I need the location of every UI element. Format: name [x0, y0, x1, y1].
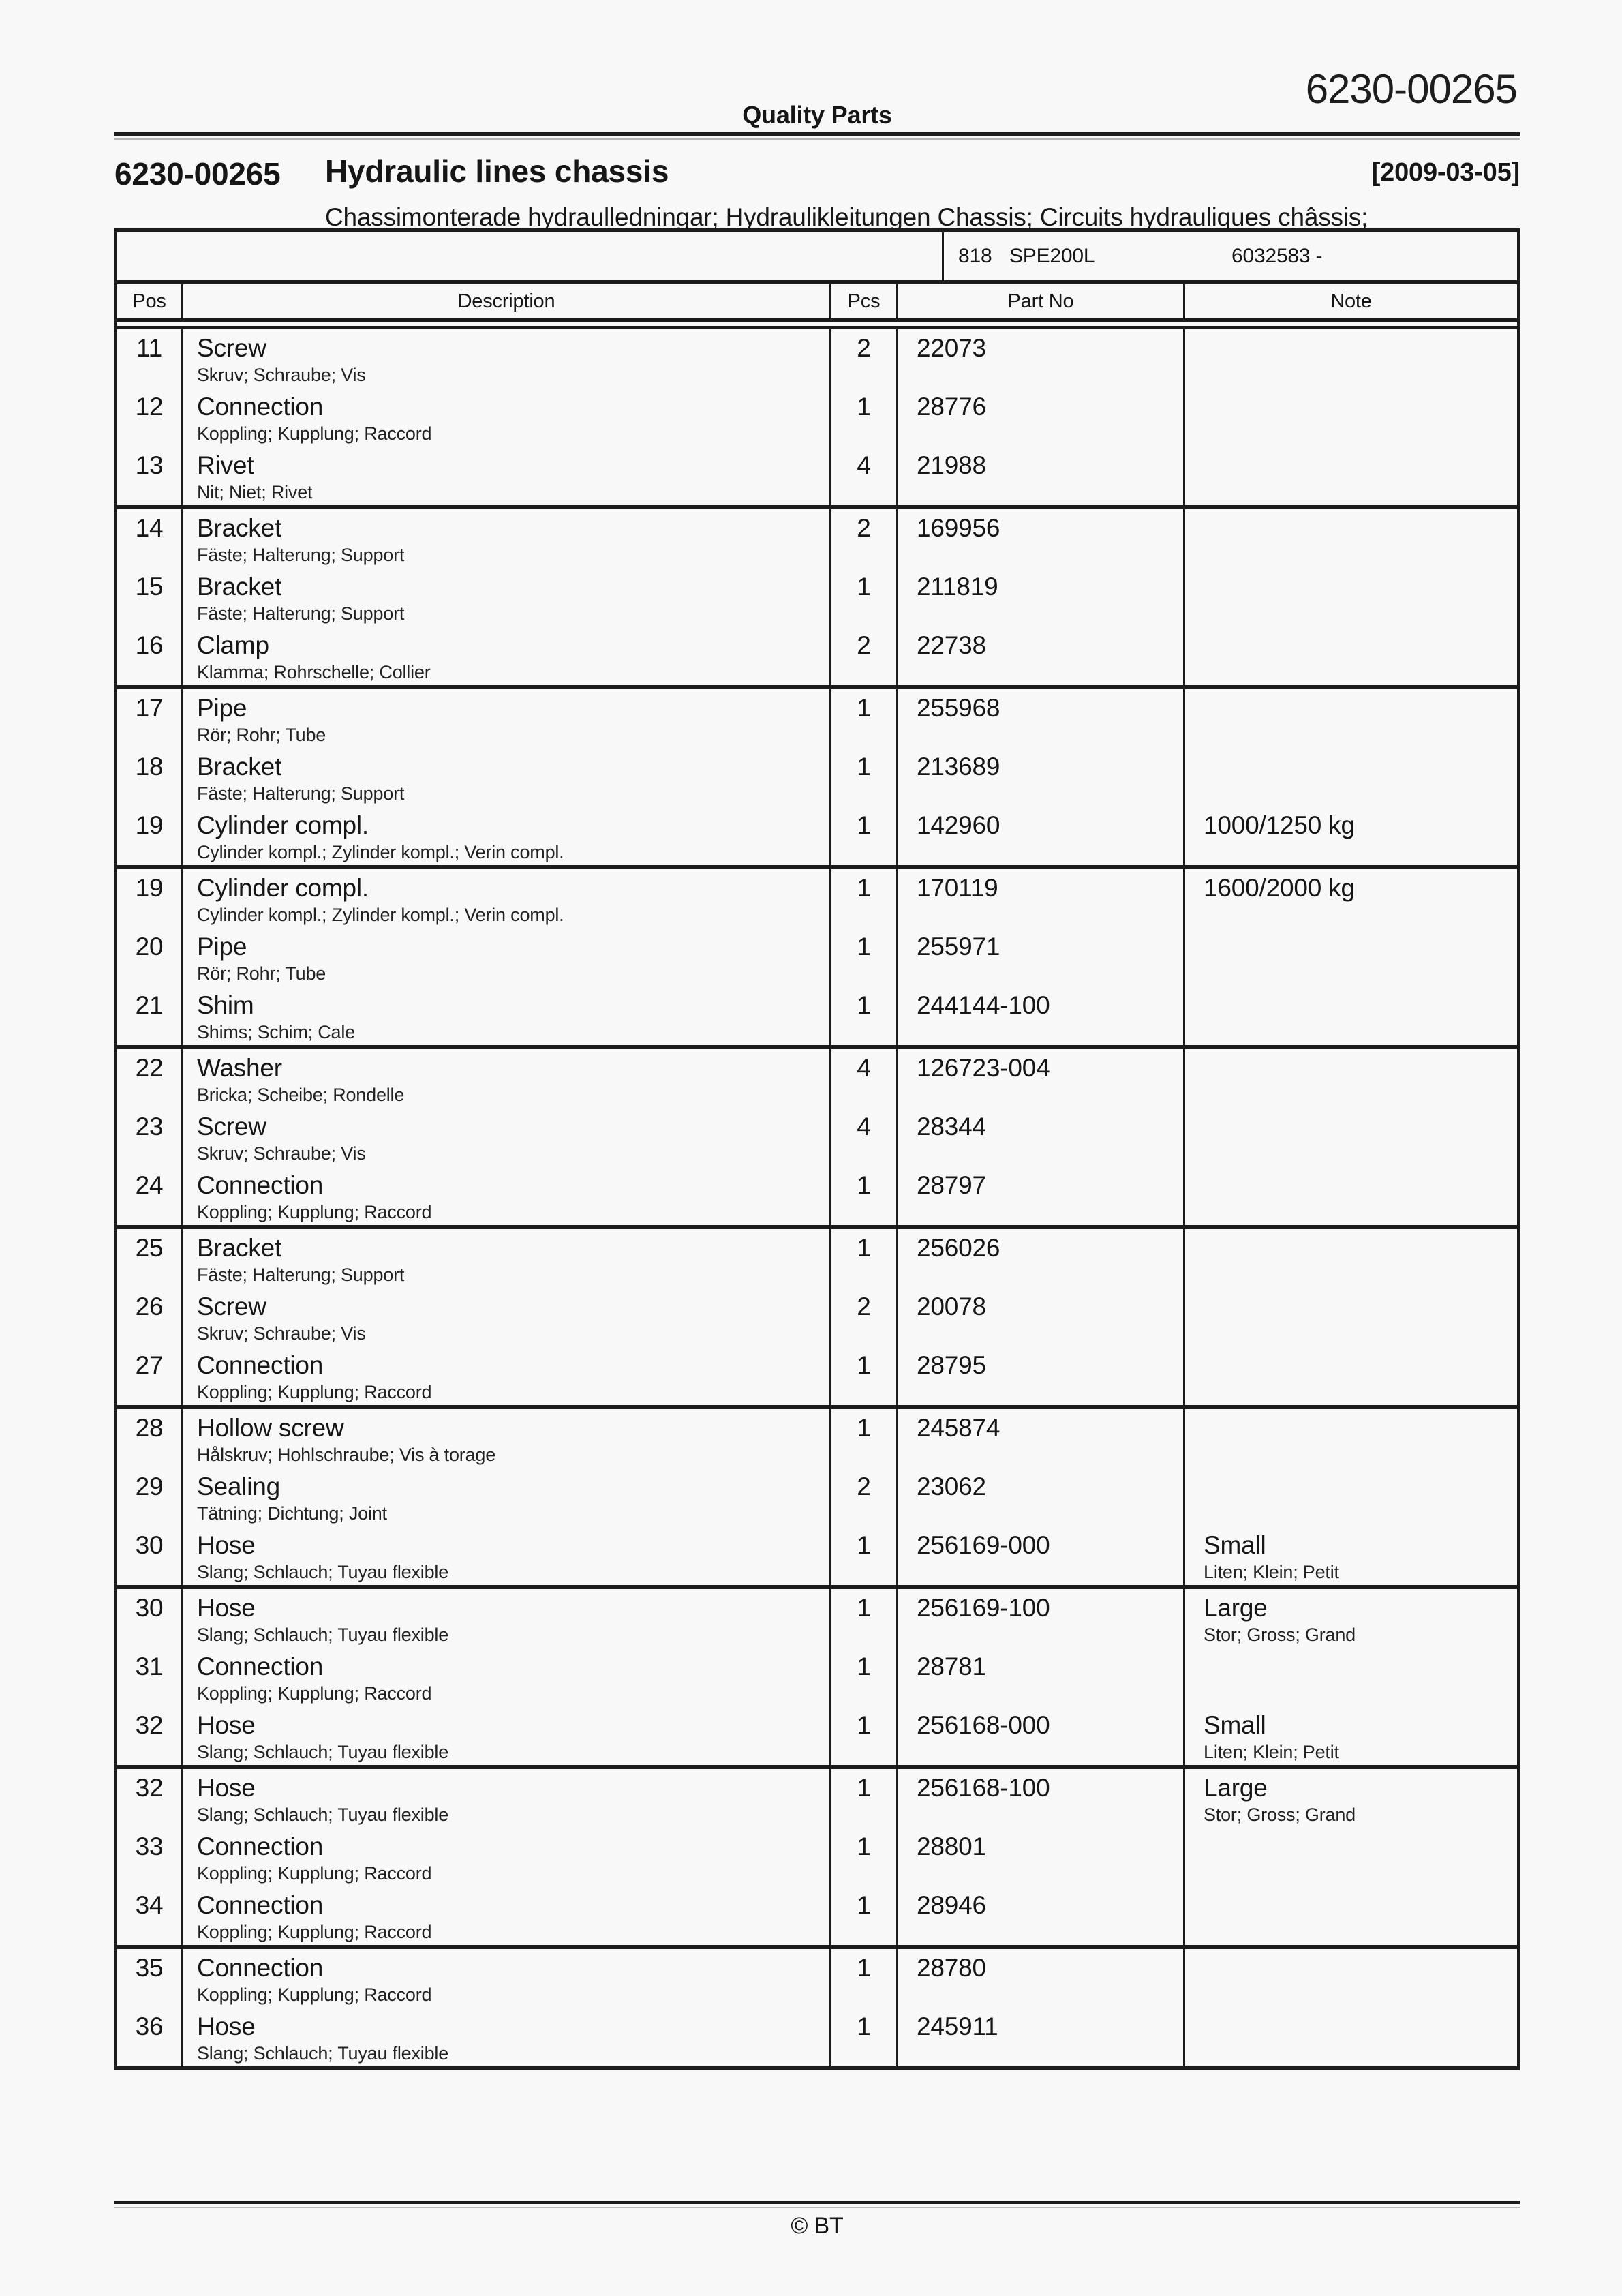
- row-part-no: 28801: [898, 1828, 1185, 1886]
- row-description-translations: Tätning; Dichtung; Joint: [197, 1503, 387, 1524]
- row-note: [1185, 447, 1517, 505]
- table-row: [117, 626, 1517, 685]
- row-description-translations: Koppling; Kupplung; Raccord: [197, 1984, 432, 2005]
- row-part-no: 28776: [898, 388, 1185, 447]
- row-note-main: Small: [1204, 1711, 1266, 1739]
- row-pos: 30: [117, 1526, 183, 1585]
- row-description: [183, 568, 831, 626]
- row-pcs: 1: [831, 1166, 898, 1225]
- row-pos: 32: [117, 1769, 183, 1828]
- row-description-name: Bracket: [197, 753, 282, 781]
- row-pcs: 1: [831, 1949, 898, 2008]
- row-pcs: 1: [831, 1648, 898, 1706]
- row-group: [117, 1409, 1517, 1589]
- row-part-no: 170119: [898, 869, 1185, 928]
- row-pcs: 2: [831, 1288, 898, 1346]
- row-pos: 12: [117, 388, 183, 447]
- row-description-name: Bracket: [197, 573, 282, 601]
- row-description-name: Hollow screw: [197, 1414, 344, 1442]
- row-part-no: 28797: [898, 1166, 1185, 1225]
- row-pos: 15: [117, 568, 183, 626]
- row-pcs: 1: [831, 1706, 898, 1765]
- row-description-name: Connection: [197, 393, 324, 421]
- row-pcs: 1: [831, 928, 898, 986]
- row-part-no: 126723-004: [898, 1049, 1185, 1108]
- table-row: [117, 986, 1517, 1045]
- row-note: [1185, 1886, 1517, 1945]
- row-pcs: 2: [831, 509, 898, 568]
- row-note: [1185, 1288, 1517, 1346]
- row-pos: 36: [117, 2008, 183, 2066]
- row-part-no: 256169-100: [898, 1589, 1185, 1648]
- header-rule-shadow: [114, 138, 1520, 140]
- revision-date: [2009-03-05]: [1371, 158, 1520, 187]
- table-row: [117, 329, 1517, 388]
- row-pcs: 4: [831, 1108, 898, 1166]
- row-pos: 25: [117, 1229, 183, 1288]
- row-pos: 31: [117, 1648, 183, 1706]
- row-description-translations: Skruv; Schraube; Vis: [197, 365, 366, 385]
- row-description: [183, 1706, 831, 1765]
- row-note: [1185, 1049, 1517, 1108]
- row-description: [183, 1166, 831, 1225]
- row-pos: 32: [117, 1706, 183, 1765]
- row-pos: 26: [117, 1288, 183, 1346]
- col-header-description: Description: [183, 284, 831, 318]
- row-description-name: Rivet: [197, 451, 254, 479]
- row-note-main: Small: [1204, 1531, 1266, 1559]
- row-description-name: Connection: [197, 1954, 324, 1982]
- row-note: [1185, 1706, 1517, 1765]
- row-pos: 29: [117, 1468, 183, 1526]
- row-description-name: Bracket: [197, 1234, 282, 1262]
- row-description-translations: Skruv; Schraube; Vis: [197, 1143, 366, 1164]
- row-description: [183, 1108, 831, 1166]
- row-pcs: 1: [831, 748, 898, 806]
- row-description-translations: Cylinder kompl.; Zylinder kompl.; Verin compl.: [197, 905, 564, 925]
- table-row: [117, 689, 1517, 748]
- row-description-translations: Slang; Schlauch; Tuyau flexible: [197, 1742, 449, 1762]
- row-description-name: Cylinder compl.: [197, 874, 369, 902]
- row-description: [183, 626, 831, 685]
- table-row: [117, 388, 1517, 447]
- row-description: [183, 1949, 831, 2008]
- row-description-name: Hose: [197, 1711, 256, 1739]
- row-part-no: 28781: [898, 1648, 1185, 1706]
- row-note: [1185, 689, 1517, 748]
- model-header-box: [114, 228, 1520, 284]
- row-note-translations: Stor; Gross; Grand: [1204, 1804, 1356, 1825]
- row-pcs: 1: [831, 986, 898, 1045]
- table-row: [117, 1648, 1517, 1706]
- row-note: [1185, 329, 1517, 388]
- table-row: [117, 1229, 1517, 1288]
- row-pcs: 1: [831, 388, 898, 447]
- table-row: [117, 1886, 1517, 1945]
- row-pcs: 4: [831, 1049, 898, 1108]
- row-pcs: 2: [831, 1468, 898, 1526]
- row-pos: 17: [117, 689, 183, 748]
- row-note-translations: Liten; Klein; Petit: [1204, 1742, 1339, 1762]
- row-part-no: 21988: [898, 447, 1185, 505]
- table-row: [117, 869, 1517, 928]
- model-box-divider: [942, 232, 944, 280]
- row-description: [183, 986, 831, 1045]
- row-description-translations: Rör; Rohr; Tube: [197, 725, 326, 745]
- row-description: [183, 1828, 831, 1886]
- row-description: [183, 1288, 831, 1346]
- row-description: [183, 1229, 831, 1288]
- row-pos: 23: [117, 1108, 183, 1166]
- row-part-no: 28795: [898, 1346, 1185, 1405]
- row-description: [183, 1769, 831, 1828]
- row-pcs: 1: [831, 869, 898, 928]
- row-description-translations: Fäste; Halterung; Support: [197, 603, 405, 624]
- table-row: [117, 2008, 1517, 2066]
- row-pcs: 1: [831, 1526, 898, 1585]
- col-header-pos: Pos: [117, 284, 183, 318]
- row-part-no: 213689: [898, 748, 1185, 806]
- row-note: [1185, 509, 1517, 568]
- row-description: [183, 1409, 831, 1468]
- table-row: [117, 1769, 1517, 1828]
- row-part-no: 256169-000: [898, 1526, 1185, 1585]
- row-pos: 22: [117, 1049, 183, 1108]
- row-note: [1185, 1769, 1517, 1828]
- row-description: [183, 1526, 831, 1585]
- row-note-translations: Stor; Gross; Grand: [1204, 1625, 1356, 1645]
- row-group: [117, 329, 1517, 509]
- row-pcs: 1: [831, 689, 898, 748]
- row-description: [183, 447, 831, 505]
- table-row: [117, 1589, 1517, 1648]
- row-part-no: 22738: [898, 626, 1185, 685]
- row-note: [1185, 1346, 1517, 1405]
- row-note: [1185, 1108, 1517, 1166]
- row-pos: 28: [117, 1409, 183, 1468]
- row-group: [117, 1589, 1517, 1769]
- row-note: [1185, 2008, 1517, 2066]
- table-row: [117, 447, 1517, 505]
- footer-rule: [114, 2201, 1520, 2204]
- row-description-name: Hose: [197, 2012, 256, 2040]
- row-pcs: 1: [831, 1886, 898, 1945]
- row-pcs: 1: [831, 1828, 898, 1886]
- table-row: [117, 1166, 1517, 1225]
- row-part-no: 245874: [898, 1409, 1185, 1468]
- row-description: [183, 928, 831, 986]
- row-pcs: 2: [831, 329, 898, 388]
- row-pos: 35: [117, 1949, 183, 2008]
- row-description: [183, 1589, 831, 1648]
- row-pos: 27: [117, 1346, 183, 1405]
- model-name: SPE200L: [1009, 245, 1095, 267]
- row-description: [183, 806, 831, 865]
- row-description-name: Clamp: [197, 631, 269, 659]
- row-pos: 20: [117, 928, 183, 986]
- table-row: [117, 928, 1517, 986]
- page-subtitle: Chassimonterade hydraulledningar; Hydraulikleitungen Chassis; Circuits hydrauliques châssis;: [325, 203, 1368, 231]
- row-note: [1185, 869, 1517, 928]
- row-description: [183, 1049, 831, 1108]
- row-description-translations: Slang; Schlauch; Tuyau flexible: [197, 1562, 449, 1582]
- row-note: [1185, 1589, 1517, 1648]
- row-description: [183, 2008, 831, 2066]
- row-description: [183, 1346, 831, 1405]
- row-description: [183, 689, 831, 748]
- row-description-translations: Slang; Schlauch; Tuyau flexible: [197, 1625, 449, 1645]
- row-pos: 19: [117, 806, 183, 865]
- row-description-translations: Klamma; Rohrschelle; Collier: [197, 662, 431, 682]
- row-description: [183, 509, 831, 568]
- row-description-name: Washer: [197, 1054, 282, 1082]
- table-row: [117, 1409, 1517, 1468]
- row-pos: 14: [117, 509, 183, 568]
- row-pos: 30: [117, 1589, 183, 1648]
- row-pcs: 1: [831, 1409, 898, 1468]
- row-part-no: 142960: [898, 806, 1185, 865]
- row-pos: 24: [117, 1166, 183, 1225]
- row-description-translations: Fäste; Halterung; Support: [197, 1265, 405, 1285]
- page-title: Hydraulic lines chassis: [325, 153, 669, 189]
- row-note-main: 1600/2000 kg: [1204, 874, 1355, 902]
- row-description-translations: Koppling; Kupplung; Raccord: [197, 423, 432, 444]
- row-note: [1185, 1648, 1517, 1706]
- row-description-name: Sealing: [197, 1472, 281, 1500]
- row-description-name: Shim: [197, 991, 254, 1019]
- row-note: [1185, 568, 1517, 626]
- row-part-no: 20078: [898, 1288, 1185, 1346]
- row-note-main: Large: [1204, 1774, 1268, 1802]
- row-pos: 21: [117, 986, 183, 1045]
- row-note: [1185, 1468, 1517, 1526]
- row-description-name: Screw: [197, 1113, 266, 1141]
- row-group: [117, 1949, 1517, 2066]
- row-note: [1185, 1526, 1517, 1585]
- row-description: [183, 869, 831, 928]
- row-description-translations: Slang; Schlauch; Tuyau flexible: [197, 2043, 449, 2064]
- row-description-name: Hose: [197, 1594, 256, 1622]
- row-note: [1185, 1949, 1517, 2008]
- parts-table: [114, 284, 1520, 2070]
- row-part-no: 169956: [898, 509, 1185, 568]
- row-note: [1185, 388, 1517, 447]
- row-note: [1185, 986, 1517, 1045]
- row-description-translations: Fäste; Halterung; Support: [197, 545, 405, 565]
- row-note: [1185, 1409, 1517, 1468]
- row-part-no: 22073: [898, 329, 1185, 388]
- table-row: [117, 1706, 1517, 1765]
- row-description-translations: Koppling; Kupplung; Raccord: [197, 1922, 432, 1942]
- row-pos: 13: [117, 447, 183, 505]
- row-pos: 11: [117, 329, 183, 388]
- row-note: [1185, 1166, 1517, 1225]
- row-description: [183, 1886, 831, 1945]
- row-description-translations: Nit; Niet; Rivet: [197, 482, 313, 502]
- model-code: 818: [958, 245, 992, 267]
- row-description-translations: Bricka; Scheibe; Rondelle: [197, 1085, 405, 1105]
- row-description-translations: Rör; Rohr; Tube: [197, 963, 326, 984]
- row-description-translations: Skruv; Schraube; Vis: [197, 1323, 366, 1344]
- row-description-translations: Fäste; Halterung; Support: [197, 783, 405, 804]
- row-description-name: Screw: [197, 1293, 266, 1320]
- row-description-name: Bracket: [197, 514, 282, 542]
- table-row: [117, 509, 1517, 568]
- row-description-translations: Cylinder kompl.; Zylinder kompl.; Verin compl.: [197, 842, 564, 862]
- row-description-name: Pipe: [197, 694, 247, 722]
- row-pcs: 1: [831, 806, 898, 865]
- table-row: [117, 748, 1517, 806]
- row-pos: 34: [117, 1886, 183, 1945]
- row-description: [183, 1468, 831, 1526]
- row-description-translations: Koppling; Kupplung; Raccord: [197, 1863, 432, 1884]
- row-pos: 33: [117, 1828, 183, 1886]
- row-description-translations: Koppling; Kupplung; Raccord: [197, 1202, 432, 1222]
- row-description-name: Connection: [197, 1891, 324, 1919]
- footer-copyright: © BT: [791, 2213, 844, 2239]
- row-pcs: 1: [831, 1769, 898, 1828]
- table-row: [117, 568, 1517, 626]
- row-description-translations: Slang; Schlauch; Tuyau flexible: [197, 1804, 449, 1825]
- table-row: [117, 1346, 1517, 1405]
- row-pcs: 1: [831, 2008, 898, 2066]
- row-pcs: 1: [831, 1589, 898, 1648]
- row-note-main: Large: [1204, 1594, 1268, 1622]
- row-group: [117, 1229, 1517, 1409]
- table-row: [117, 1108, 1517, 1166]
- header-rule: [114, 132, 1520, 136]
- table-row: [117, 1949, 1517, 2008]
- footer-rule-shadow: [114, 2207, 1520, 2208]
- row-description-name: Screw: [197, 334, 266, 362]
- row-part-no: 256168-100: [898, 1769, 1185, 1828]
- row-pos: 18: [117, 748, 183, 806]
- row-pcs: 2: [831, 626, 898, 685]
- row-description-translations: Koppling; Kupplung; Raccord: [197, 1382, 432, 1402]
- row-part-no: 255971: [898, 928, 1185, 986]
- row-note: [1185, 748, 1517, 806]
- brand-title: Quality Parts: [742, 101, 892, 129]
- row-description-name: Cylinder compl.: [197, 811, 369, 839]
- table-row: [117, 1468, 1517, 1526]
- table-row: [117, 1526, 1517, 1585]
- table-row: [117, 1288, 1517, 1346]
- row-note: [1185, 1229, 1517, 1288]
- row-description: [183, 388, 831, 447]
- row-description-name: Hose: [197, 1774, 256, 1802]
- row-part-no: 28946: [898, 1886, 1185, 1945]
- row-pcs: 1: [831, 1346, 898, 1405]
- row-description: [183, 329, 831, 388]
- col-header-part-no: Part No: [898, 284, 1185, 318]
- row-description: [183, 748, 831, 806]
- table-column-headers: [117, 284, 1517, 318]
- row-group: [117, 1049, 1517, 1229]
- row-description-name: Connection: [197, 1652, 324, 1680]
- row-note-main: 1000/1250 kg: [1204, 811, 1355, 839]
- row-part-no: 245911: [898, 2008, 1185, 2066]
- row-part-no: 23062: [898, 1468, 1185, 1526]
- row-description-name: Hose: [197, 1531, 256, 1559]
- row-note: [1185, 626, 1517, 685]
- row-description-translations: Hålskruv; Hohlschraube; Vis à torage: [197, 1445, 496, 1465]
- row-part-no: 244144-100: [898, 986, 1185, 1045]
- row-description-name: Pipe: [197, 933, 247, 961]
- row-group: [117, 689, 1517, 869]
- row-description: [183, 1648, 831, 1706]
- table-row: [117, 1049, 1517, 1108]
- row-note: [1185, 806, 1517, 865]
- row-part-no: 211819: [898, 568, 1185, 626]
- col-header-pcs: Pcs: [831, 284, 898, 318]
- table-row: [117, 806, 1517, 865]
- row-description-translations: Shims; Schim; Cale: [197, 1022, 355, 1042]
- row-group: [117, 1769, 1517, 1949]
- model-serial-range: 6032583 -: [1231, 245, 1323, 267]
- page-doc-number: 6230-00265: [1305, 66, 1517, 112]
- row-pcs: 1: [831, 1229, 898, 1288]
- row-note-translations: Liten; Klein; Petit: [1204, 1562, 1339, 1582]
- row-description-name: Connection: [197, 1171, 324, 1199]
- row-part-no: 256026: [898, 1229, 1185, 1288]
- row-part-no: 255968: [898, 689, 1185, 748]
- row-group: [117, 869, 1517, 1049]
- row-part-no: 28344: [898, 1108, 1185, 1166]
- row-group: [117, 509, 1517, 689]
- table-row: [117, 1828, 1517, 1886]
- row-pos: 16: [117, 626, 183, 685]
- table-body: [117, 329, 1517, 2066]
- row-pcs: 4: [831, 447, 898, 505]
- row-part-no: 256168-000: [898, 1706, 1185, 1765]
- row-note: [1185, 928, 1517, 986]
- row-description-name: Connection: [197, 1832, 324, 1860]
- row-part-no: 28780: [898, 1949, 1185, 2008]
- section-code: 6230-00265: [114, 156, 281, 192]
- col-header-note: Note: [1330, 290, 1372, 312]
- row-description-name: Connection: [197, 1351, 324, 1379]
- row-note: [1185, 1828, 1517, 1886]
- row-description-translations: Koppling; Kupplung; Raccord: [197, 1683, 432, 1704]
- row-pcs: 1: [831, 568, 898, 626]
- row-pos: 19: [117, 869, 183, 928]
